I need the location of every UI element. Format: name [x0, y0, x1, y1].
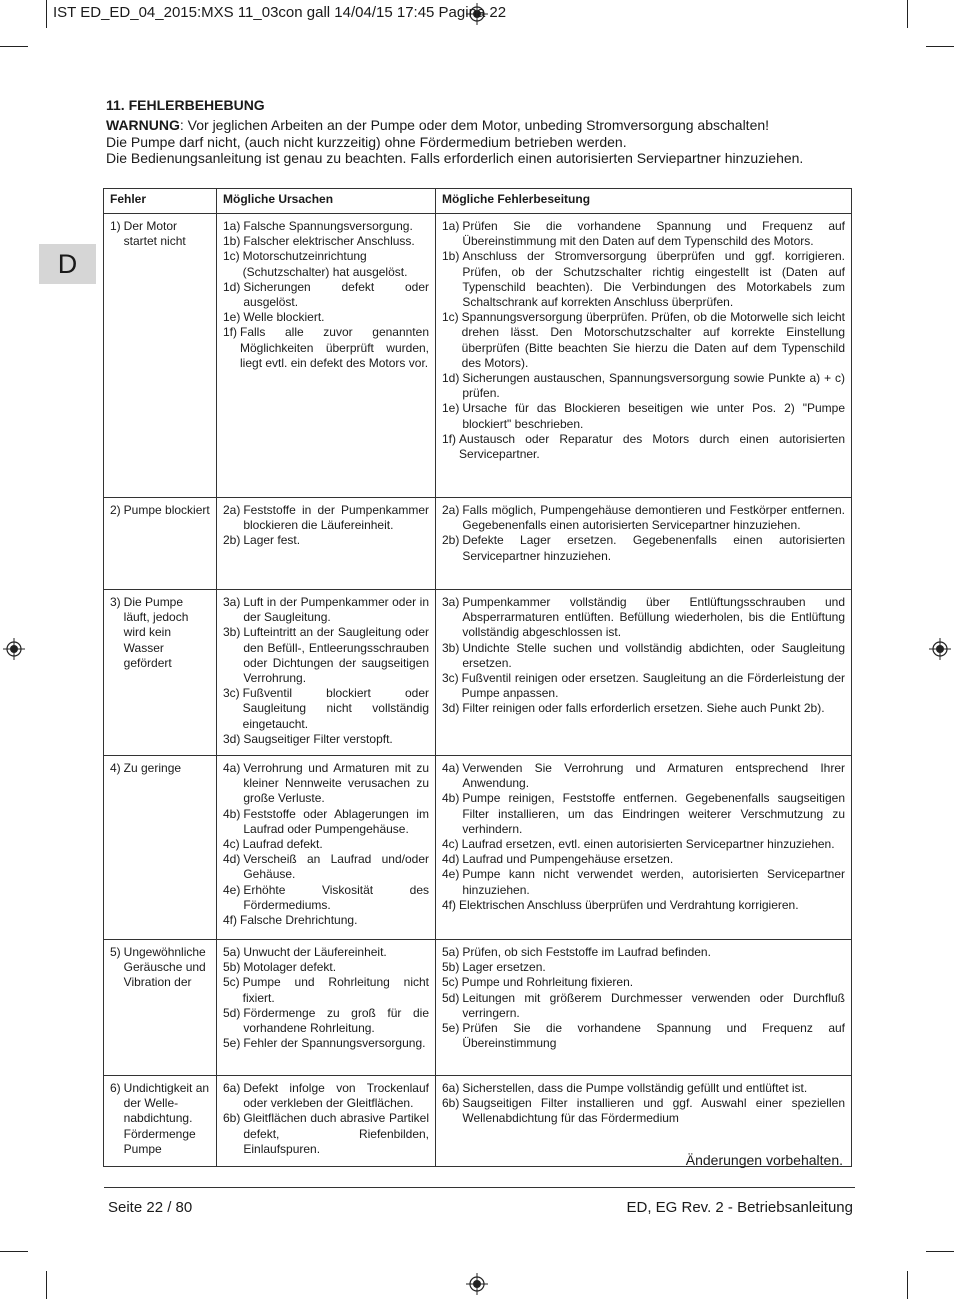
cause-item-text: Feststoffe in der Pumpenkammer blockieren die Läufereinheit.	[243, 503, 429, 533]
remedy-item	[442, 219, 845, 249]
remedy-item	[442, 701, 845, 716]
remedy-item	[442, 310, 845, 371]
crop-mark-top-right-v	[907, 0, 908, 28]
fault-item	[110, 219, 210, 249]
cause-cell	[217, 940, 436, 1076]
page-number: Seite 22 / 80	[108, 1199, 193, 1216]
remedy-item-text: Pumpenkammer vollständig über Entlüftungsschrauben und Absperrarmaturen entlüften. Befüllung wiederholen, bis die Entlüftung vollständig abgeschlossen ist.	[462, 595, 845, 640]
cause-item	[223, 960, 429, 975]
remedy-item-text: Leitungen mit größerem Durchmesser verwenden oder Durchfluß verringern.	[462, 990, 845, 1020]
cause-item-text: Saugseitiger Filter verstopft.	[243, 731, 393, 746]
remedy-item	[442, 401, 845, 431]
remedy-item-key: 3b)	[442, 640, 460, 655]
remedy-item-key: 3d)	[442, 701, 460, 716]
cause-item-text: Falsche Spannungsversorgung.	[243, 219, 413, 233]
cause-item	[223, 761, 429, 807]
cause-cell	[217, 498, 436, 590]
table-row	[104, 756, 852, 940]
remedy-item-key: 4d)	[442, 852, 460, 867]
remedy-item-text: Prüfen, ob sich Feststoffe im Laufrad befinden.	[462, 945, 711, 959]
remedy-item-key: 2b)	[442, 533, 460, 548]
fault-cell	[104, 1076, 217, 1167]
remedy-item	[442, 837, 845, 852]
remedy-item-text: Sicherungen austauschen, Spannungsversorgung sowie Punkte a) + c) prüfen.	[462, 371, 845, 401]
remedy-item-text: Defekte Lager ersetzen. Gegebenenfalls einen autorisierten Servicepartner hinzuziehen.	[462, 533, 845, 563]
cause-item-text: Lager fest.	[243, 533, 301, 548]
warning-label: WARNUNG	[106, 117, 180, 133]
fault-cell	[104, 940, 217, 1076]
crop-mark-top-right-h	[926, 46, 954, 47]
remedy-item-key: 5c)	[442, 975, 459, 990]
cause-item-key: 3c)	[223, 686, 240, 701]
footer-rule	[104, 1187, 855, 1188]
remedy-item	[442, 945, 845, 960]
cause-item-key: 4c)	[223, 837, 240, 852]
table-row	[104, 940, 852, 1076]
remedy-item	[442, 991, 845, 1021]
cause-item-key: 5d)	[223, 1005, 241, 1020]
intro-line-2: Die Pumpe darf nicht, (auch nicht kurzzeitig) ohne Fördermedium betrieben werden.	[106, 133, 627, 150]
cause-item	[223, 234, 429, 249]
crop-mark-bottom-right-v	[907, 1271, 908, 1299]
cause-item-text: Falscher elektrischer Anschluss.	[243, 234, 415, 249]
remedy-item	[442, 503, 845, 533]
cause-item	[223, 686, 429, 732]
remedy-cell	[436, 214, 852, 498]
warning-text: : Vor jeglichen Arbeiten an der Pumpe oder dem Motor, unbeding Stromversorgung abschalten!	[179, 117, 770, 133]
remedy-item	[442, 975, 845, 990]
cause-item	[223, 219, 429, 234]
remedy-item	[442, 371, 845, 401]
cause-item	[223, 945, 429, 960]
remedy-item-text: Filter reinigen oder falls erforderlich ersetzen. Siehe auch Punkt 2b).	[462, 701, 825, 716]
remedy-item-text: Laufrad ersetzen, evtl. einen autorisierten Servicepartner hinzuziehen.	[461, 837, 835, 852]
remedy-item	[442, 1081, 845, 1096]
remedy-item-key: 4b)	[442, 791, 460, 806]
remedy-item-text: Laufrad und Pumpengehäuse ersetzen.	[462, 852, 674, 867]
cause-item-text: Verscheiß an Laufrad und/oder Gehäuse.	[243, 852, 429, 882]
fault-text: Ungewöhnliche Geräusche und Vibration der	[123, 945, 206, 990]
remedy-item	[442, 432, 845, 462]
language-tab: D	[39, 244, 96, 284]
remedy-item-key: 6b)	[442, 1096, 460, 1111]
cause-item-key: 1a)	[223, 219, 241, 233]
fault-cell	[104, 756, 217, 940]
remedy-item-key: 1a)	[442, 219, 460, 233]
fault-number: 6)	[110, 1081, 121, 1095]
section-heading: 11. FEHLERBEHEBUNG	[106, 97, 265, 113]
cause-cell	[217, 756, 436, 940]
cause-item	[223, 280, 429, 310]
crop-mark-bottom-left-h	[0, 1251, 28, 1252]
remedy-item-key: 5e)	[442, 1021, 460, 1036]
table-body	[104, 214, 852, 1167]
cause-item-text: Laufrad defekt.	[242, 837, 323, 852]
cause-item	[223, 325, 429, 371]
cause-item-key: 2a)	[223, 503, 241, 517]
remedy-item-text: Sicherstellen, dass die Pumpe vollständig gefüllt und entlüftet ist.	[462, 1081, 808, 1095]
fault-text: Zu geringe	[123, 761, 182, 775]
crop-mark-top-left-h	[0, 46, 28, 47]
cause-item	[223, 852, 429, 882]
cause-item-key: 5e)	[223, 1036, 241, 1051]
fault-number: 3)	[110, 595, 121, 609]
change-note: Änderungen vorbehalten.	[685, 1152, 843, 1168]
remedy-item-key: 5b)	[442, 960, 460, 975]
cause-item	[223, 249, 429, 279]
cause-item-key: 6b)	[223, 1111, 241, 1126]
registration-mark-icon-right	[929, 638, 951, 660]
fault-text: Der Motor startet nicht	[123, 219, 186, 249]
troubleshooting-table	[103, 188, 852, 1167]
cause-cell	[217, 590, 436, 756]
remedy-item-key: 1f)	[442, 431, 457, 446]
cause-item-key: 5a)	[223, 945, 241, 959]
cause-item	[223, 310, 429, 325]
remedy-cell	[436, 590, 852, 756]
header-fault: Fehler	[104, 189, 217, 214]
cause-item-key: 6a)	[223, 1081, 241, 1095]
remedy-item	[442, 249, 845, 310]
fault-number: 1)	[110, 219, 121, 233]
remedy-item	[442, 1096, 845, 1126]
remedy-item-text: Prüfen Sie die vorhandene Spannung und Frequenz auf Übereinstimmung	[462, 1021, 845, 1051]
remedy-item-text: Fußventil reinigen oder ersetzen. Saugleitung an die Förderleistung der Pumpe anpassen.	[461, 671, 845, 701]
cause-item	[223, 625, 429, 686]
remedy-item-key: 2a)	[442, 503, 460, 517]
remedy-item	[442, 960, 845, 975]
cause-item-text: Fehler der Spannungsversorgung.	[243, 1036, 426, 1051]
remedy-item	[442, 671, 845, 701]
cause-item	[223, 503, 429, 533]
fault-number: 2)	[110, 503, 121, 517]
cause-item-key: 4d)	[223, 852, 241, 867]
fault-item	[110, 595, 210, 671]
cause-item-text: Erhöhte Viskosität des Fördermediums.	[243, 882, 429, 912]
cause-item-key: 3b)	[223, 625, 241, 640]
cause-item	[223, 975, 429, 1005]
table-header-row	[104, 189, 852, 214]
remedy-item-text: Verwenden Sie Verrohrung und Armaturen entsprechend Ihrer Anwendung.	[462, 761, 845, 791]
cause-item-text: Fußventil blockiert oder Saugleitung nicht vollständig eingetaucht.	[242, 686, 429, 731]
cause-item-key: 1b)	[223, 234, 241, 249]
cause-item-key: 4e)	[223, 882, 241, 897]
cause-item-text: Unwucht der Läufereinheit.	[243, 945, 387, 959]
fault-item	[110, 503, 210, 518]
remedy-item	[442, 791, 845, 837]
cause-item	[223, 732, 429, 747]
cause-cell	[217, 1076, 436, 1167]
fault-item	[110, 761, 210, 776]
remedy-item-key: 4e)	[442, 867, 460, 882]
remedy-item-text: Anschluss der Stromversorgung überprüfen und ggf. korrigieren. Prüfen, ob der Schutzschalter richtig eingestellt ist (Daten auf Typenschild beachten). Die Verbindungen des Motorkabels zum Schaltschrank auf korrekten Anschluss überprüfen.	[462, 249, 845, 310]
intro-text	[106, 117, 866, 167]
cause-item	[223, 533, 429, 548]
cause-item-text: Motolager defekt.	[243, 960, 337, 975]
crop-mark-bottom-left-v	[46, 1271, 47, 1299]
cause-item	[223, 837, 429, 852]
cause-item-text: Gleitflächen duch abrasive Partikel defekt, Riefenbilden, Einlaufspuren.	[243, 1111, 429, 1156]
remedy-item-text: Saugseitigen Filter installieren und ggf. Auswahl einer speziellen Wellenabdichtung für das Fördermedium	[462, 1096, 845, 1126]
cause-item	[223, 807, 429, 837]
remedy-item-text: Austausch oder Reparatur des Motors durch einen autorisierten Servicepartner.	[459, 431, 845, 462]
remedy-item	[442, 761, 845, 791]
cause-item-key: 4b)	[223, 806, 241, 821]
registration-mark-icon-bottom	[466, 1273, 488, 1295]
intro-line-3: Die Bedienungsanleitung ist genau zu beachten. Falls erforderlich einen autorisierten Serviepartner hinzuziehen.	[106, 150, 804, 166]
remedy-item-text: Pumpe kann nicht verwendet werden, autorisierten Servicepartner hinzuziehen.	[462, 867, 845, 897]
cause-item-key: 4f)	[223, 913, 238, 928]
remedy-item-text: Undichte Stelle suchen und vollständig abdichten, oder Saugleitung ersetzen.	[462, 640, 845, 670]
cause-item-key: 1c)	[223, 249, 240, 264]
fault-cell	[104, 590, 217, 756]
cause-item-text: Welle blockiert.	[243, 310, 325, 325]
remedy-item-text: Elektrischen Anschluss überprüfen und Verdrahtung korrigieren.	[459, 897, 799, 912]
print-slug: IST ED_ED_04_2015:MXS 11_03con gall 14/04/15 17:45 Pagina 22	[53, 4, 507, 21]
remedy-item	[442, 595, 845, 641]
remedy-item-key: 1b)	[442, 249, 460, 264]
cause-item-key: 3d)	[223, 731, 241, 746]
cause-item-text: Pumpe und Rohrleitung nicht fixiert.	[242, 975, 429, 1005]
cause-item-text: Motorschutzeinrichtung (Schutzschalter) hat ausgelöst.	[242, 249, 408, 279]
fault-cell	[104, 498, 217, 590]
remedy-item-text: Pumpe und Rohrleitung fixieren.	[461, 975, 634, 990]
cause-item-key: 5c)	[223, 975, 240, 990]
cause-item-text: Falsche Drehrichtung.	[240, 913, 358, 928]
remedy-cell	[436, 498, 852, 590]
remedy-item	[442, 898, 845, 913]
cause-item-text: Falls alle zuvor genannten Möglichkeiten überprüft wurden, liegt evtl. ein defekt des Motors vor.	[240, 325, 429, 370]
remedy-item-text: Lager ersetzen.	[462, 960, 546, 975]
cause-item	[223, 595, 429, 625]
fault-number: 4)	[110, 761, 121, 775]
remedy-item	[442, 1021, 845, 1051]
remedy-item-key: 5a)	[442, 945, 460, 959]
cause-cell	[217, 214, 436, 498]
remedy-item	[442, 867, 845, 897]
table-row	[104, 214, 852, 498]
cause-item-text: Fördermenge zu groß für die vorhandene Rohrleitung.	[243, 1005, 429, 1036]
table-row	[104, 498, 852, 590]
cause-item-text: Verrohrung und Armaturen mit zu kleiner Nennweite verusachen zu große Verluste.	[243, 761, 429, 806]
fault-item	[110, 945, 210, 991]
fault-number: 5)	[110, 945, 121, 959]
remedy-item-key: 4a)	[442, 761, 460, 775]
crop-mark-bottom-right-h	[926, 1251, 954, 1252]
remedy-item-text: Spannungsversorgung überprüfen. Prüfen, ob die Motorwelle sich leicht drehen lässt. Den Motorschutzschalter auf korrekte Einstellung überprüfen (Bitte beachten Sie hierzu die Daten auf dem Typenschild des Motors).	[461, 310, 845, 370]
cause-item	[223, 1036, 429, 1051]
warning-line	[106, 117, 866, 134]
fault-text: Die Pumpe läuft, jedoch wird kein Wasser gefördert	[123, 595, 189, 670]
remedy-item-text: Ursache für das Blockieren beseitigen wie unter Pos. 2) "Pumpe blockiert" beschrieben.	[462, 401, 845, 431]
remedy-item-key: 5d)	[442, 990, 460, 1005]
remedy-item-text: Prüfen Sie die vorhandene Spannung und Frequenz auf Übereinstimmung mit den Daten auf dem Typenschild des Motors.	[462, 219, 845, 249]
cause-item	[223, 1111, 429, 1157]
remedy-item-key: 3c)	[442, 671, 459, 686]
cause-item-text: Luft in der Pumpenkammer oder in der Saugleitung.	[243, 595, 429, 625]
cause-item-text: Feststoffe oder Ablagerungen im Laufrad oder Pumpengehäuse.	[243, 806, 429, 836]
cause-item-key: 1f)	[223, 325, 238, 340]
cause-item	[223, 883, 429, 913]
remedy-item-key: 1e)	[442, 401, 460, 416]
cause-item-key: 1d)	[223, 279, 241, 294]
remedy-item-text: Falls möglich, Pumpengehäuse demontieren und Festkörper entfernen. Gegebenenfalls einen autorisierten Servicepartner hinzuziehen.	[462, 503, 845, 533]
fault-text: Pumpe blockiert	[123, 503, 210, 517]
remedy-item-key: 4c)	[442, 837, 459, 852]
remedy-item-text: Pumpe reinigen, Feststoffe entfernen. Gegebenenfalls saugseitigen Filter installieren, um das Eindringen weiterer Verschmutzung zu verhindern.	[462, 791, 845, 836]
cause-item	[223, 913, 429, 928]
remedy-item	[442, 533, 845, 563]
cause-item	[223, 1081, 429, 1111]
remedy-item-key: 6a)	[442, 1081, 460, 1095]
fault-cell	[104, 214, 217, 498]
cause-item-key: 3a)	[223, 595, 241, 609]
cause-item-text: Lufteintritt an der Saugleitung oder den Befüll-, Entleerungsschrauben oder Dichtungen der saugseitigen Verrohrung.	[243, 625, 429, 686]
crop-mark-top-left-v	[46, 0, 47, 28]
cause-item-key: 1e)	[223, 310, 241, 325]
cause-item-text: Defekt infolge von Trockenlauf oder verkleben der Gleitflächen.	[243, 1081, 429, 1111]
document-title: ED, EG Rev. 2 - Betriebsanleitung	[626, 1199, 853, 1216]
header-causes: Mögliche Ursachen	[217, 189, 436, 214]
cause-item-key: 2b)	[223, 533, 241, 548]
fault-text: Undichtigkeit an der Welle-nabdichtung. Fördermenge Pumpe	[123, 1081, 210, 1156]
cause-item	[223, 1006, 429, 1036]
remedy-cell	[436, 756, 852, 940]
remedy-item	[442, 641, 845, 671]
registration-mark-icon-left	[3, 638, 25, 660]
cause-item-key: 4a)	[223, 761, 241, 775]
header-remedies: Mögliche Fehlerbeseitung	[436, 189, 852, 214]
cause-item-text: Sicherungen defekt oder ausgelöst.	[243, 279, 429, 310]
remedy-cell	[436, 940, 852, 1076]
fault-item	[110, 1081, 210, 1157]
remedy-item-key: 1c)	[442, 310, 459, 325]
remedy-item-key: 4f)	[442, 897, 457, 912]
cause-item-key: 5b)	[223, 960, 241, 975]
table-row	[104, 590, 852, 756]
remedy-item-key: 3a)	[442, 595, 460, 609]
remedy-item-key: 1d)	[442, 371, 460, 386]
remedy-item	[442, 852, 845, 867]
